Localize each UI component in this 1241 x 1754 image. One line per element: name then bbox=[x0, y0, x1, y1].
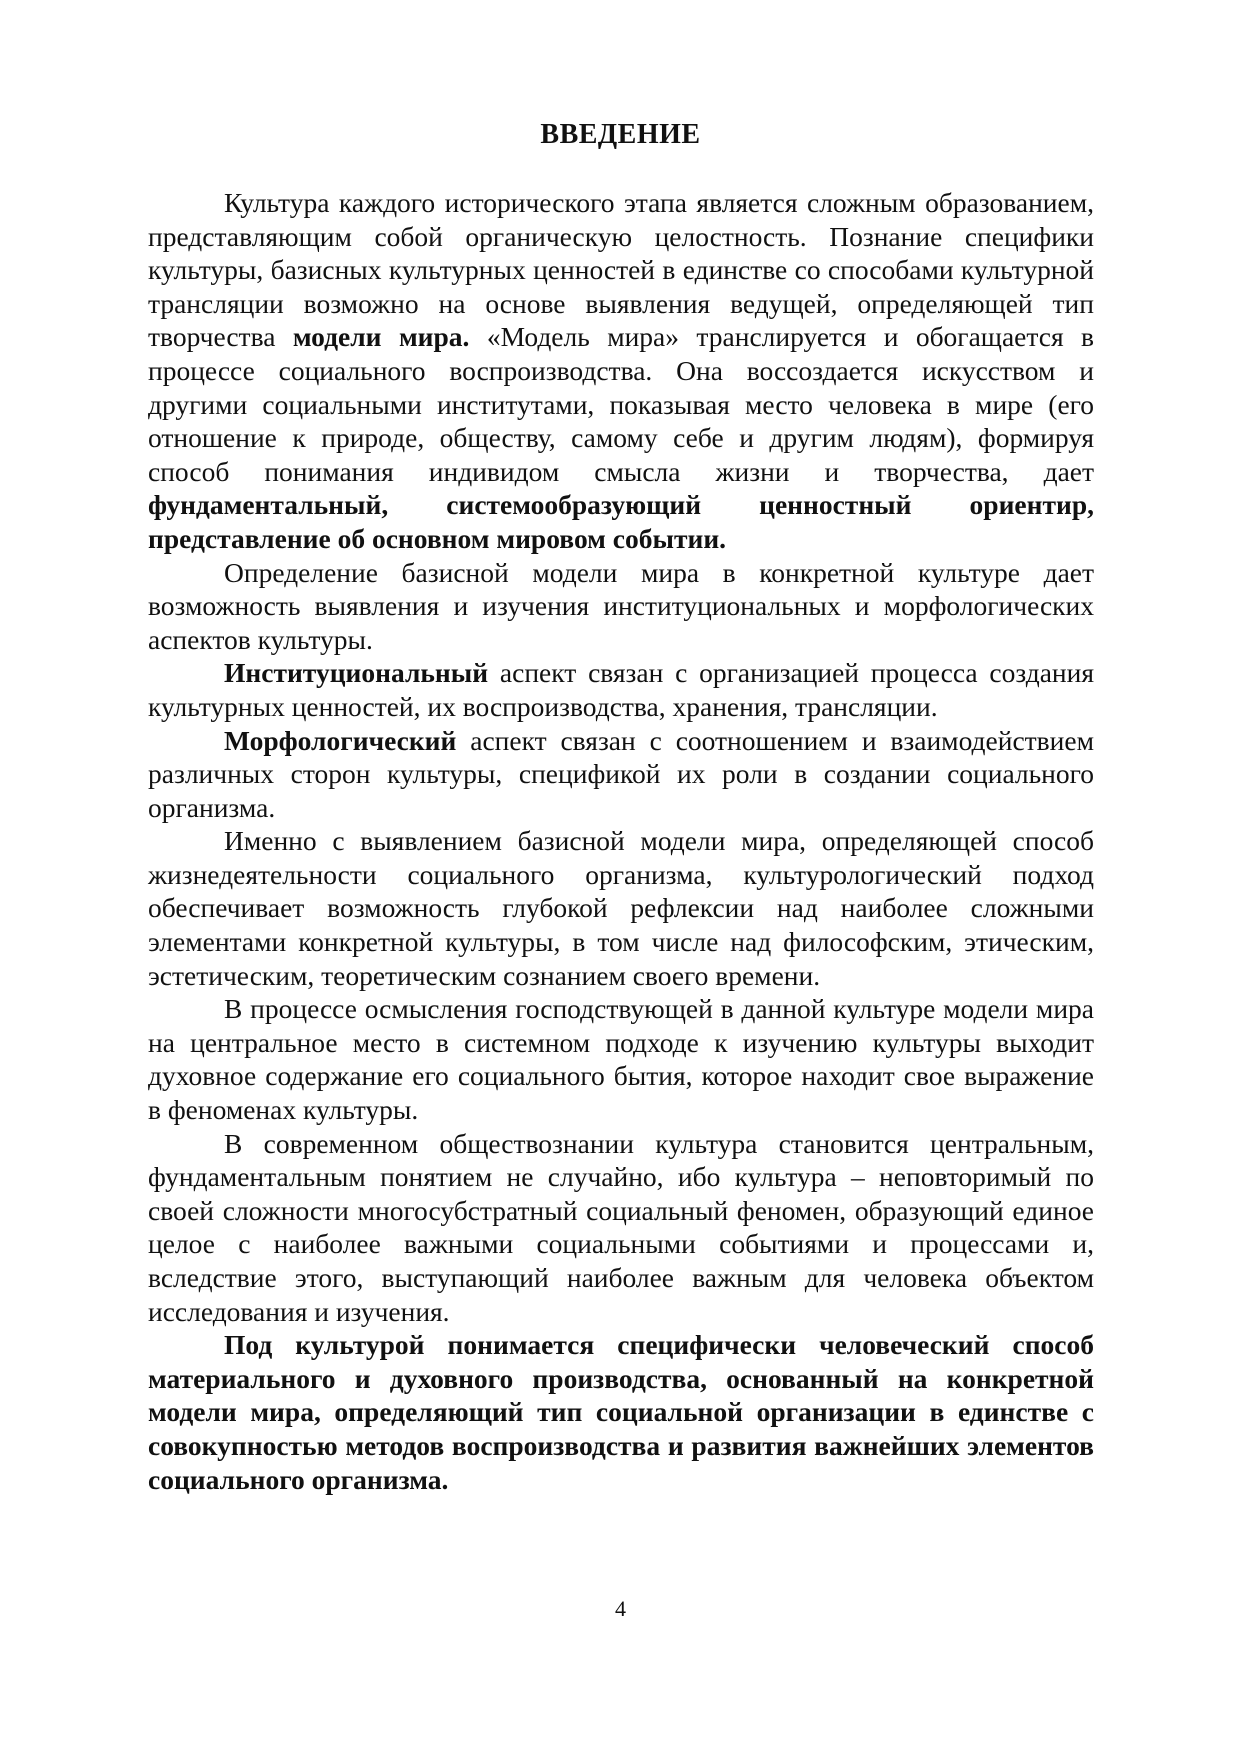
paragraph-social-science bbox=[148, 1127, 1094, 1329]
bold-term-morphological: Морфологический bbox=[224, 724, 457, 756]
paragraph-text: В современном обществознании культура становится центральным, фундаментальным понятием не случайно, ибо культура – неповторимый по своей сложности многосубстратный социальный феномен, образующий единое целое с наиболее важными социальными событиями и процессами и, вследствие этого, выступающий наиболее важным для человека объектом исследования и изучения. bbox=[148, 1127, 1094, 1327]
paragraph-text: «Модель мира» транслируется и обогащается в процессе социального воспроизводства. Она воссоздается искусством и другими социальными институтами, показывая место человека в мире (его отношение к природе, обществу, самому себе и другим людям), формируя способ понимания индивидом смысла жизни и творчества, дает bbox=[148, 321, 1094, 487]
paragraph-text: Под культурой понимается специфически человеческий способ материального и духовного производства, основанный на конкретной модели мира, определяющий тип социальной организации в единстве с совокупностью методов воспроизводства и развития важнейших элементов социального организма. bbox=[148, 1329, 1094, 1495]
paragraph-morphological bbox=[148, 724, 1094, 825]
paragraph-text: аспект связан с организацией процесса создания культурных ценностей, их воспроизводства, хранения, трансляции. bbox=[148, 657, 1094, 722]
paragraph-text: Именно с выявлением базисной модели мира, определяющей способ жизнедеятельности социального организма, культурологический подход обеспечивает возможность глубокой рефлексии над наиболее сложными элементами конкретной культуры, в том числе над философским, этическим, эстетическим, теоретическим сознанием своего времени. bbox=[148, 825, 1094, 991]
bold-term-orientation: фундаментальный, системообразующий ценностный ориентир, представление об основном мировом событии. bbox=[148, 489, 1094, 554]
paragraph-model-of-world bbox=[148, 186, 1094, 556]
bold-term-institutional: Институциональный bbox=[224, 657, 489, 689]
paragraph-basic-model bbox=[148, 556, 1094, 657]
paragraph-text: В процессе осмысления господствующей в данной культуре модели мира на центральное место в системном подходе к изучению культуры выходит духовное содержание его социального бытия, которое находит свое выражение в феноменах культуры. bbox=[148, 993, 1094, 1126]
bold-term-model-of-world: модели мира. bbox=[292, 321, 470, 353]
body-text bbox=[148, 186, 1094, 1496]
page-number: 4 bbox=[615, 1596, 626, 1621]
paragraph-institutional bbox=[148, 656, 1094, 723]
paragraph-reflection bbox=[148, 824, 1094, 992]
paragraph-text: аспект связан с соотношением и взаимодействием различных сторон культуры, спецификой их роли в создании социального организма. bbox=[148, 724, 1094, 823]
page-title: ВВЕДЕНИЕ bbox=[540, 119, 701, 150]
paragraph-spiritual-content bbox=[148, 992, 1094, 1126]
paragraph-text: Определение базисной модели мира в конкретной культуре дает возможность выявления и изучения институциональных и морфологических аспектов культуры. bbox=[148, 556, 1094, 655]
paragraph-text: Культура каждого исторического этапа является сложным образованием, представляющим собой органическую целостность. Познание специфики культуры, базисных культурных ценностей в единстве со способами культурной трансляции возможно на основе выявления ведущей, определяющей тип творчества bbox=[148, 187, 1094, 353]
paragraph-culture-definition bbox=[148, 1328, 1094, 1496]
